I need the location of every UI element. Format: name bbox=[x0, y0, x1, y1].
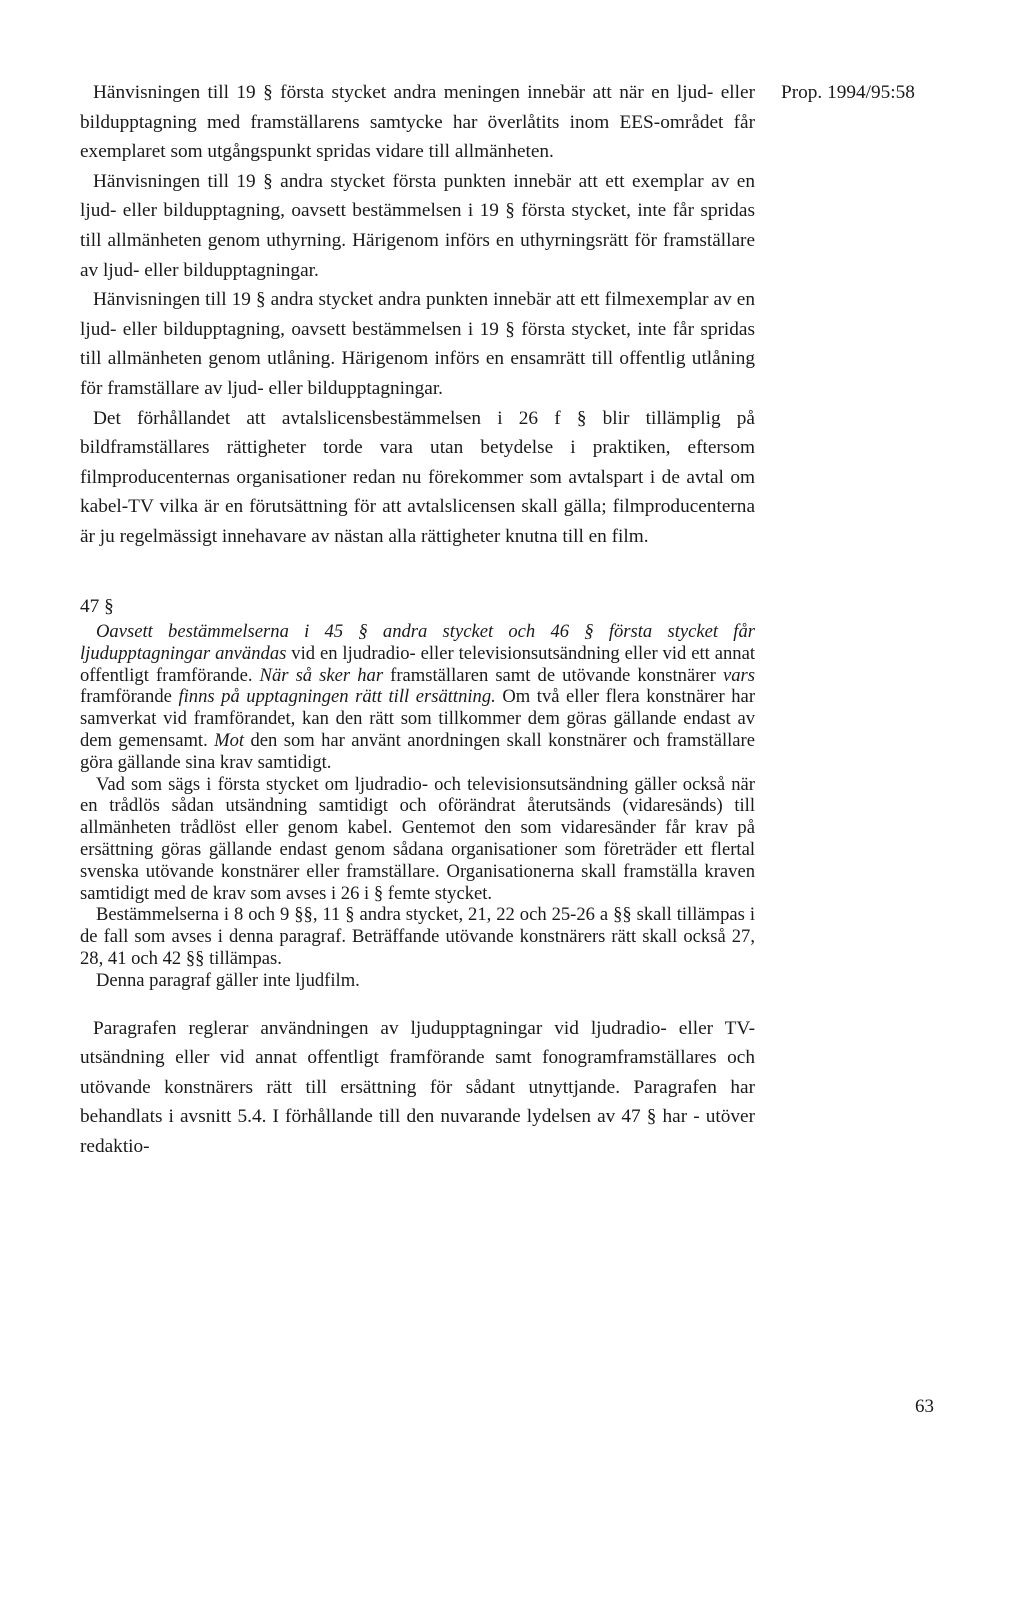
law-text-span: Om två eller flera konstnärer har samverkat vid framförandet, kan den rätt som tillkommer dem göras gällande endast av dem gemensamt. bbox=[80, 686, 756, 752]
proposition-reference: Prop. 1994/95:58 bbox=[781, 82, 915, 103]
law-paragraph: Vad som sägs i första stycket om ljudradio- och televisionsutsändning gäller också när en trådlös sådan utsändning samtidigt och oförändrat återutsänds (vidaresänds) till allmänheten trådlöst eller genom kabel. Gentemot den som vidaresänder får krav på ersättning göras gällande endast genom sådana organisationer som företräder ett flertal svenska utövande konstnärer eller framställare. Organisationerna skall framställa kraven samtidigt med de krav som avses i 26 i § femte stycket. bbox=[80, 773, 755, 904]
amended-text: vars bbox=[722, 664, 755, 686]
law-text-span: vid en ljudradio- eller televisionsutsändning eller vid ett annat offentligt framförande. bbox=[80, 642, 755, 686]
page-number: 63 bbox=[915, 1396, 934, 1417]
amended-text: Mot bbox=[214, 730, 245, 752]
section-heading: 47 § bbox=[80, 595, 114, 617]
amended-text: finns på upptagningen rätt till ersättning. bbox=[178, 686, 496, 708]
intro-paragraph: Hänvisningen till 19 § andra stycket första punkten innebär att ett exemplar av en ljud- eller bildupptagning, oavsett bestämmelsen i 19 § första stycket, inte får spridas till allmänheten genom uthyrning. Härigenom införs en uthyrningsrätt för framställare av ljud- eller bildupptagningar. bbox=[80, 170, 755, 281]
spacer bbox=[80, 552, 755, 592]
law-text bbox=[80, 621, 755, 992]
law-paragraph: Bestämmelserna i 8 och 9 §§, 11 § andra stycket, 21, 22 och 25-26 a §§ skall tillämpas i de fall som avses i denna paragraf. Beträffande utövande konstnärers rätt skall också 27, 28, 41 och 42 §§ tillämpas. bbox=[80, 904, 755, 970]
law-text-span: den som har använt anordningen skall konstnärer och framställare göra gällande sina krav samtidigt. bbox=[80, 730, 755, 773]
intro-paragraph: Hänvisningen till 19 § andra stycket andra punkten innebär att ett filmexemplar av en ljud- eller bildupptagning, oavsett bestämmelsen i 19 § första stycket, inte får spridas till allmänheten genom utlåning. Härigenom införs en ensamrätt till offentlig utlåning för framställare av ljud- eller bildupptagningar. bbox=[80, 289, 755, 399]
law-text-span: framförande bbox=[80, 686, 179, 708]
law-text-span: framställaren samt de utövande konstnärer bbox=[383, 664, 723, 686]
law-paragraph: Denna paragraf gäller inte ljudfilm. bbox=[96, 969, 360, 991]
main-text-column bbox=[80, 78, 755, 1162]
law-paragraph bbox=[80, 621, 755, 774]
amended-text: När så sker har bbox=[259, 664, 384, 686]
intro-paragraph: Det förhållandet att avtalslicensbestämmelsen i 26 f § blir tillämplig på bildframställares rättigheter torde vara utan betydelse i praktiken, eftersom filmproducenternas organisationer redan nu förekommer som avtalspart i de avtal om kabel-TV vilka är en förutsättning för att avtalslicensen skall gälla; filmproducenterna är ju regelmässigt innehavare av nästan alla rättigheter knutna till en film. bbox=[80, 407, 755, 547]
commentary-paragraph: Paragrafen reglerar användningen av ljudupptagningar vid ljudradio- eller TV- utsändning eller vid annat offentligt framförande samt fonogramframställares och utövande konstnärers rätt till ersättning för sådant utnyttjande. Paragrafen har behandlats i avsnitt 5.4. I förhållande till den nuvarande lydelsen av 47 § har - utöver redaktio- bbox=[80, 1017, 755, 1158]
intro-paragraph: Hänvisningen till 19 § första stycket andra meningen innebär att när en ljud- eller bildupptagning med framställarens samtycke har överlåtits inom EES-området får exemplaret som utgångspunkt spridas vidare till allmänheten. bbox=[80, 82, 755, 163]
spacer bbox=[80, 992, 755, 1014]
amended-text: Oavsett bestämmelserna i 45 § andra stycket och 46 § första stycket får ljudupptagningar användas bbox=[80, 621, 755, 664]
